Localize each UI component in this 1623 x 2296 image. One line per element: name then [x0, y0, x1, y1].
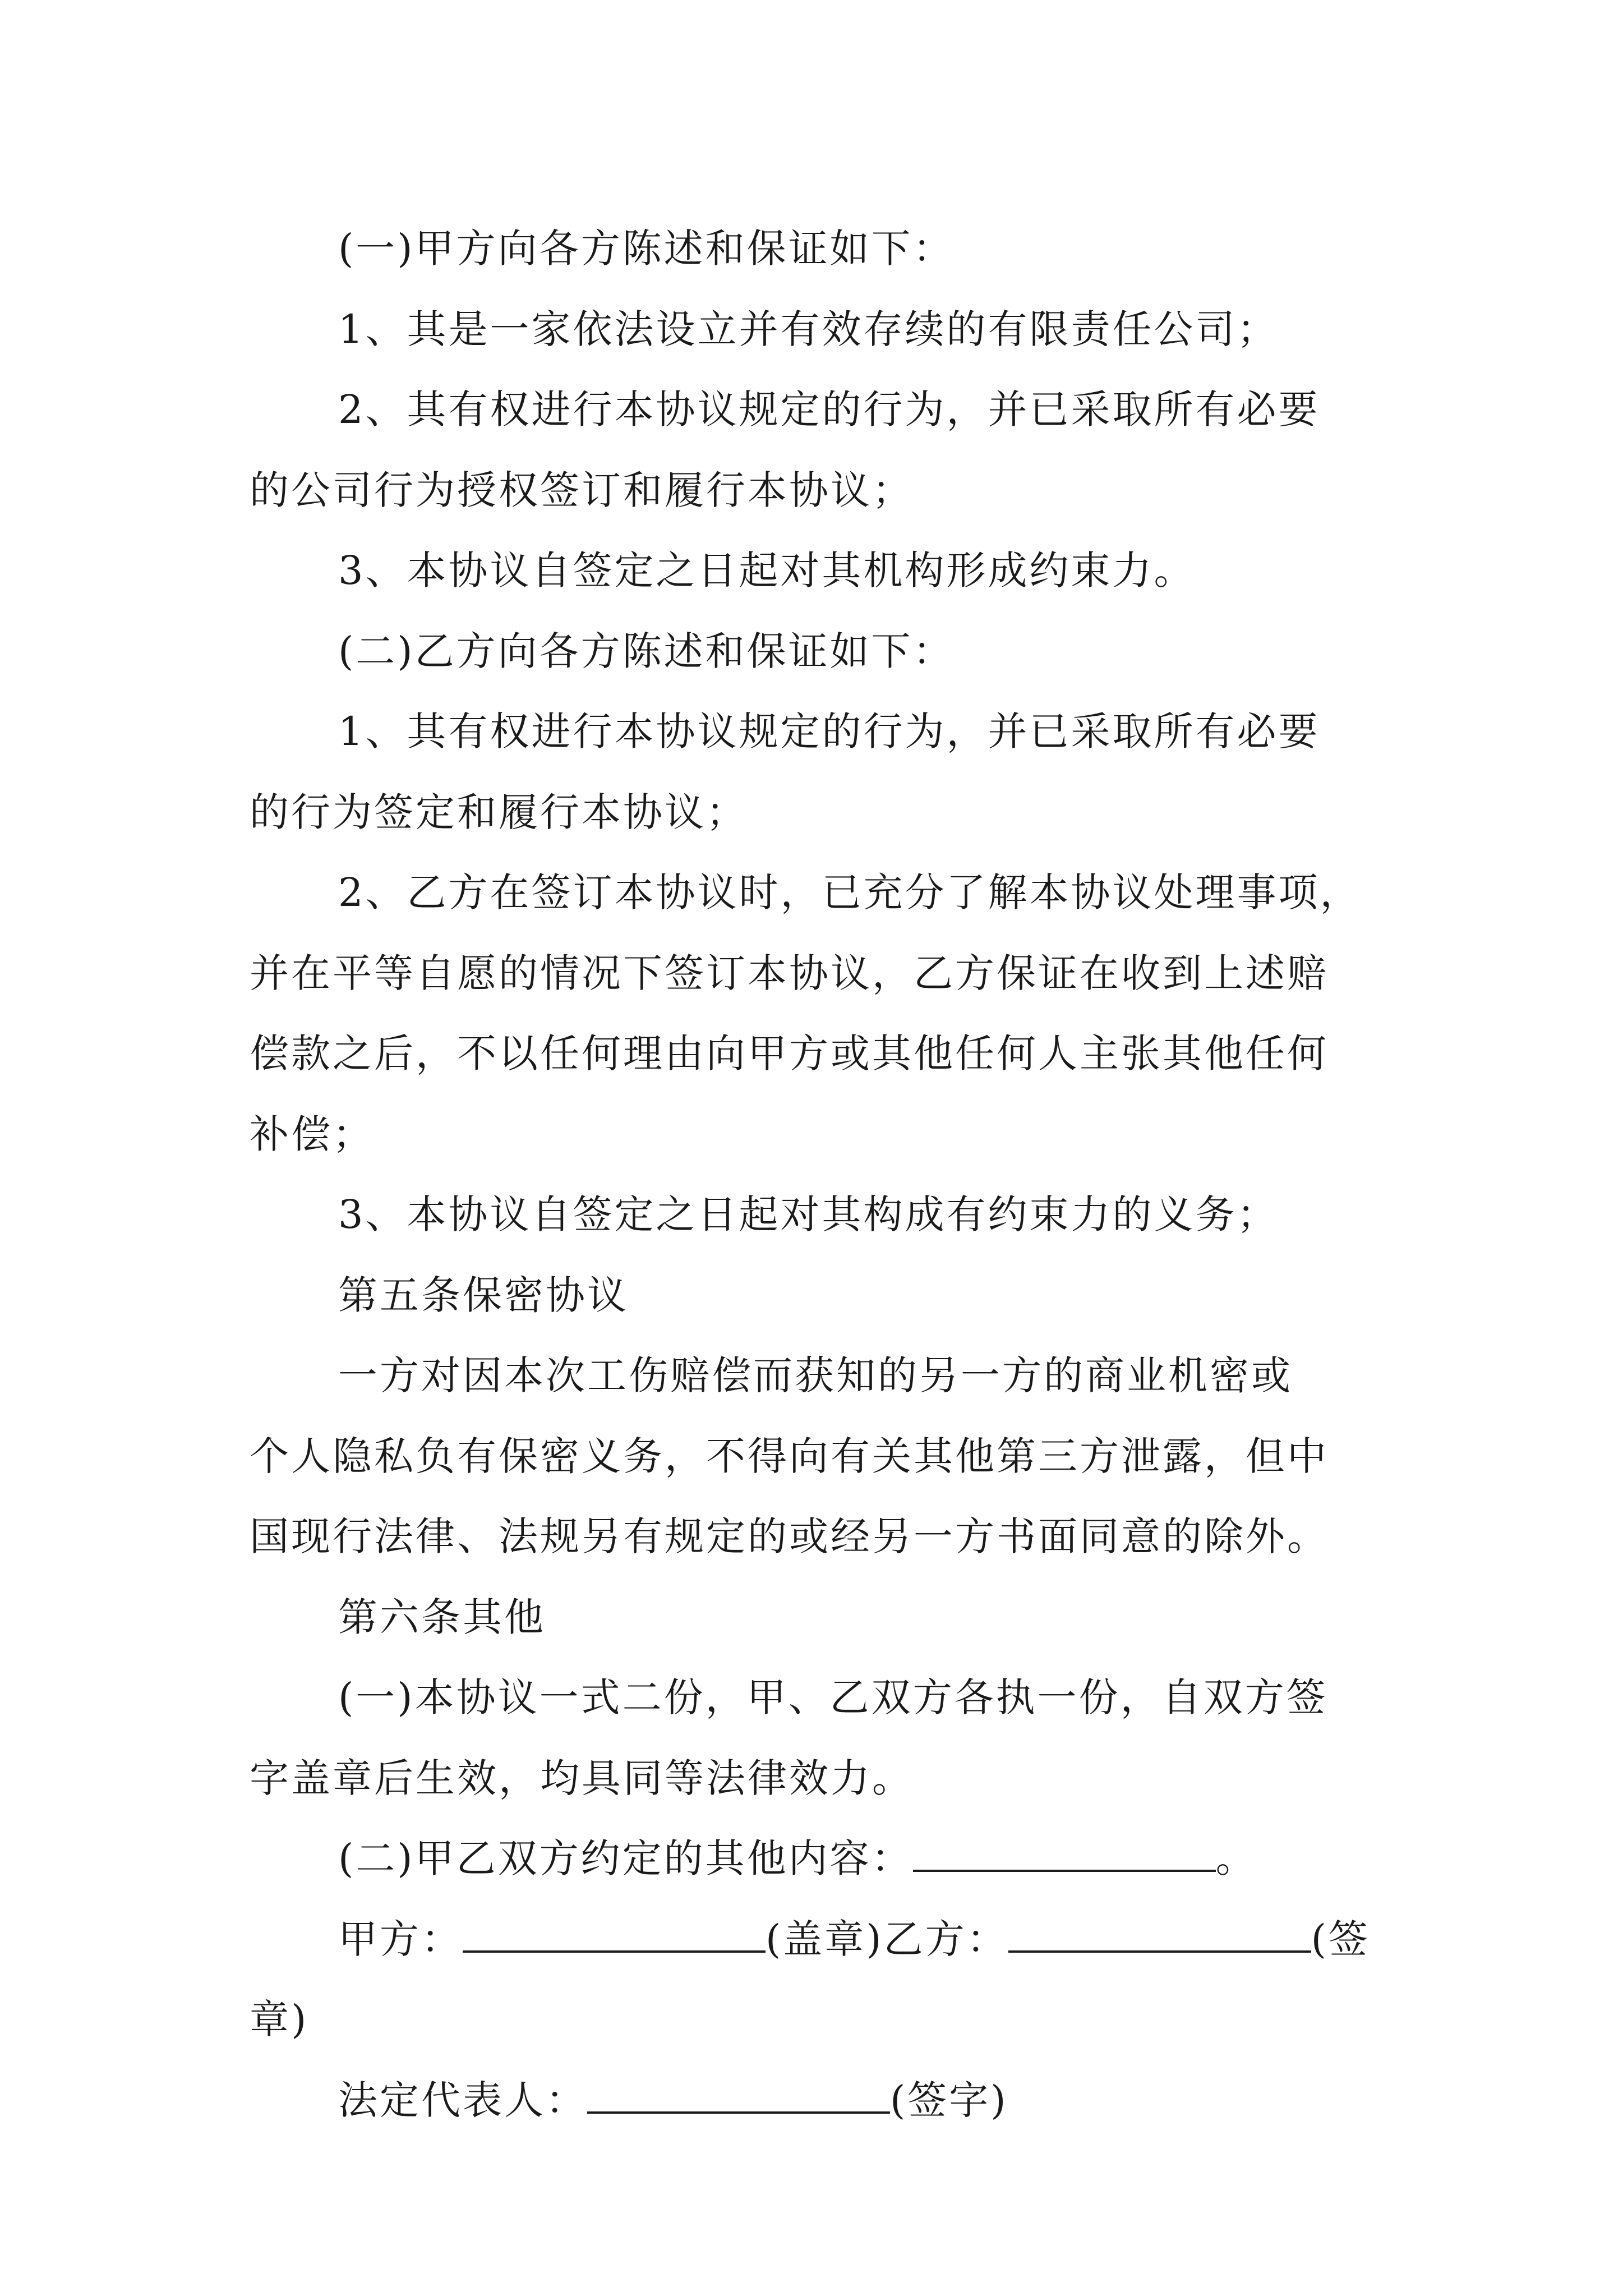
other-content-blank: [913, 1835, 1216, 1872]
party-a-seal: (盖章): [766, 1916, 884, 1962]
clause-party-b-item-2-cont-3: 补偿；: [250, 1111, 374, 1157]
other-content-end: 。: [1215, 1835, 1257, 1881]
clause-party-a-item-2: 2、其有权进行本协议规定的行为，并已采取所有必要: [338, 386, 1320, 432]
clause-party-b-item-2-cont-1: 并在平等自愿的情况下签订本协议，乙方保证在收到上述赔: [250, 950, 1329, 996]
clause-party-b-item-3: 3、本协议自签定之日起对其构成有约束力的义务；: [338, 1191, 1279, 1237]
rep-blank: [587, 2077, 890, 2114]
party-b-seal-start: (签: [1311, 1916, 1370, 1962]
document-body: [250, 209, 1388, 2141]
clause-party-a-item-3: 3、本协议自签定之日起对其机构形成约束力。: [338, 547, 1196, 593]
article-5-text-2: 个人隐私负有保密义务，不得向有关其他第三方泄露，但中: [250, 1433, 1329, 1479]
other-content-label: (二)甲乙双方约定的其他内容：: [338, 1835, 913, 1881]
signature-parties: [250, 1899, 1388, 1980]
signature-representative: [250, 2060, 1388, 2141]
article-5-title: 第五条保密协议: [338, 1272, 629, 1318]
clause-party-b-heading: (二)乙方向各方陈述和保证如下：: [338, 628, 955, 674]
article-6-item-1-cont: 字盖章后生效，均具同等法律效力。: [250, 1755, 914, 1801]
article-6-title: 第六条其他: [338, 1594, 546, 1640]
party-b-label: 乙方：: [883, 1916, 1008, 1962]
clause-party-a-item-1: 1、其是一家依法设立并有效存续的有限责任公司；: [338, 306, 1279, 352]
clause-party-a-heading: (一)甲方向各方陈述和保证如下：: [338, 226, 955, 272]
clause-party-b-item-1-cont: 的行为签定和履行本协议；: [250, 789, 748, 835]
rep-sign: (签字): [890, 2077, 1008, 2123]
clause-party-a-item-2-cont: 的公司行为授权签订和履行本协议；: [250, 467, 914, 513]
clause-party-b-item-2-cont-2: 偿款之后，不以任何理由向甲方或其他任何人主张其他任何: [250, 1030, 1329, 1076]
signature-parties-cont: 章): [250, 1996, 309, 2042]
party-a-label: 甲方：: [338, 1916, 463, 1962]
article-6-item-1: (一)本协议一式二份，甲、乙双方各执一份，自双方签: [338, 1674, 1328, 1720]
clause-party-b-item-2: 2、乙方在签订本协议时，已充分了解本协议处理事项，: [338, 869, 1362, 915]
rep-label: 法定代表人：: [338, 2077, 587, 2123]
article-5-text-1: 一方对因本次工伤赔偿而获知的另一方的商业机密或: [338, 1352, 1293, 1398]
party-a-blank: [463, 1916, 766, 1953]
article-6-item-2: [250, 1819, 1388, 1899]
party-b-blank: [1008, 1916, 1311, 1953]
clause-party-b-item-1: 1、其有权进行本协议规定的行为，并已采取所有必要: [338, 708, 1320, 754]
article-5-text-3: 国现行法律、法规另有规定的或经另一方书面同意的除外。: [250, 1513, 1329, 1559]
